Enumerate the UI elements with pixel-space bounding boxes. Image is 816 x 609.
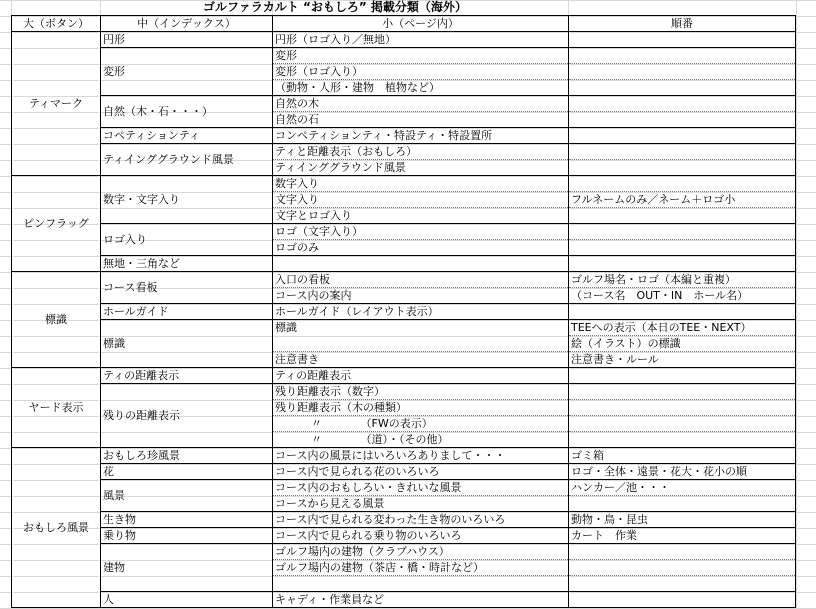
table-row [12, 224, 796, 240]
classification-table [11, 15, 796, 608]
mid-category: 自然（木・石・・・） [101, 96, 273, 128]
detail-cell: コース内で見られる花のいろいろ [273, 464, 569, 480]
order-cell [569, 128, 796, 144]
detail-cell: ゴルフ場内の建物（クラブハウス） [273, 544, 569, 560]
order-cell [569, 144, 796, 160]
header-large: 大（ボタン） [12, 16, 101, 32]
header-row [12, 16, 796, 32]
detail-cell: ティと距離表示（おもしろ） [273, 144, 569, 160]
order-cell [569, 224, 796, 240]
detail-cell: キャディ・作業員など [273, 592, 569, 608]
detail-cell: コース内で見られる変わった生き物のいろいろ [273, 512, 569, 528]
order-cell: （コース名 OUT・IN ホール名） [569, 288, 796, 304]
table-row [12, 528, 796, 544]
mid-category: 円形 [101, 32, 273, 48]
mid-category: ティの距離表示 [101, 368, 273, 384]
table-row [12, 384, 796, 400]
order-cell: 動物・鳥・昆虫 [569, 512, 796, 528]
order-cell [569, 256, 796, 272]
detail-cell [273, 336, 569, 352]
order-cell [569, 432, 796, 448]
header-small: 小（ページ内） [273, 16, 569, 32]
sheet-title: ゴルファラカルト “おもしろ” 掲載分類（海外） [203, 0, 467, 14]
table-row [12, 144, 796, 160]
detail-cell: 残り距離表示（木の種類） [273, 400, 569, 416]
detail-cell: 〃 （道）・（その他） [273, 432, 569, 448]
order-cell [569, 496, 796, 512]
mid-category: 残りの距離表示 [101, 384, 273, 448]
mid-category: 無地・三角など [101, 256, 273, 272]
detail-cell: ティの距離表示 [273, 368, 569, 384]
table-row [12, 448, 796, 464]
detail-cell [273, 576, 569, 592]
order-cell [569, 576, 796, 592]
large-category-signs[interactable]: 標識 [12, 272, 101, 368]
large-category-fun-scenery[interactable]: おもしろ風景 [12, 448, 101, 608]
detail-cell: 注意書き [273, 352, 569, 368]
table-row [12, 480, 796, 496]
mid-category: 標識 [101, 320, 273, 368]
detail-cell: 標識 [273, 320, 569, 336]
mid-category: ホールガイド [101, 304, 273, 320]
order-cell [569, 416, 796, 432]
order-cell: フルネームのみ／ネーム＋ロゴ小 [569, 192, 796, 208]
order-cell: 注意書き・ルール [569, 352, 796, 368]
table-row [12, 32, 796, 48]
table-row [12, 544, 796, 560]
mid-category: ロゴ入り [101, 224, 273, 256]
order-cell [569, 160, 796, 176]
mid-category: 乗り物 [101, 528, 273, 544]
detail-cell: 自然の木 [273, 96, 569, 112]
mid-category: コペティションティ [101, 128, 273, 144]
order-cell [569, 96, 796, 112]
large-category-yard[interactable]: ヤード表示 [12, 368, 101, 448]
order-cell [569, 48, 796, 64]
large-category-pin-flag[interactable]: ピンフラッグ [12, 176, 101, 272]
mid-category: コース看板 [101, 272, 273, 304]
order-cell: ハンカー／池・・・ [569, 480, 796, 496]
order-cell: カート 作業 [569, 528, 796, 544]
large-category-tee-mark[interactable]: ティマーク [12, 32, 101, 176]
mid-category: 花 [101, 464, 273, 480]
order-cell [569, 544, 796, 560]
order-cell: TEEへの表示（本日のTEE・NEXT） [569, 320, 796, 336]
detail-cell: コースから見える風景 [273, 496, 569, 512]
detail-cell: （動物・人形・建物 植物など） [273, 80, 569, 96]
order-cell [569, 64, 796, 80]
detail-cell: 文字とロゴ入り [273, 208, 569, 224]
mid-category: 風景 [101, 480, 273, 512]
mid-category: おもしろ珍風景 [101, 448, 273, 464]
detail-cell: 変形 [273, 48, 569, 64]
order-cell [569, 112, 796, 128]
detail-cell: ティインググラウンド風景 [273, 160, 569, 176]
table-row [12, 320, 796, 336]
order-cell [569, 176, 796, 192]
table-row [12, 512, 796, 528]
order-cell [569, 384, 796, 400]
detail-cell: コース内の案内 [273, 288, 569, 304]
order-cell [569, 304, 796, 320]
order-cell [569, 32, 796, 48]
detail-cell: コース内のおもしろい・きれいな風景 [273, 480, 569, 496]
detail-cell: コース内で見られる乗り物のいろいろ [273, 528, 569, 544]
detail-cell [273, 256, 569, 272]
order-cell [569, 208, 796, 224]
mid-category: ティインググラウンド風景 [101, 144, 273, 176]
order-cell: ロゴ・全体・遠景・花大・花小の順 [569, 464, 796, 480]
detail-cell: 数字入り [273, 176, 569, 192]
mid-category: 建物 [101, 544, 273, 592]
order-cell [569, 592, 796, 608]
table-row [12, 592, 796, 608]
order-cell: ゴルフ場名・ロゴ（本編と重複） [569, 272, 796, 288]
detail-cell: 残り距離表示（数字） [273, 384, 569, 400]
order-cell: ゴミ箱 [569, 448, 796, 464]
detail-cell: 円形（ロゴ入り／無地） [273, 32, 569, 48]
order-cell [569, 400, 796, 416]
header-order: 順番 [569, 16, 796, 32]
detail-cell: 自然の石 [273, 112, 569, 128]
table-row [12, 304, 796, 320]
detail-cell: コース内の風景にはいろいろありまして・・・ [273, 448, 569, 464]
detail-cell: ロゴのみ [273, 240, 569, 256]
order-cell [569, 240, 796, 256]
table-row [12, 464, 796, 480]
detail-cell: コンペティションティ・特設ティ・特設置所 [273, 128, 569, 144]
table-row [12, 176, 796, 192]
detail-cell: 文字入り [273, 192, 569, 208]
mid-category: 人 [101, 592, 273, 608]
table-row [12, 96, 796, 112]
header-mid: 中（インデックス） [101, 16, 273, 32]
table-row [12, 272, 796, 288]
mid-category: 生き物 [101, 512, 273, 528]
mid-category: 変形 [101, 48, 273, 96]
order-cell [569, 368, 796, 384]
order-cell [569, 80, 796, 96]
detail-cell: 〃 （FWの表示） [273, 416, 569, 432]
order-cell: 絵（イラスト）の標識 [569, 336, 796, 352]
table-row [12, 48, 796, 64]
detail-cell: ロゴ（文字入り） [273, 224, 569, 240]
detail-cell: 入口の看板 [273, 272, 569, 288]
table-row [12, 128, 796, 144]
mid-category: 数字・文字入り [101, 176, 273, 224]
detail-cell: ゴルフ場内の建物（茶店・橋・時計など） [273, 560, 569, 576]
detail-cell: 変形（ロゴ入り） [273, 64, 569, 80]
detail-cell: ホールガイド（レイアウト表示） [273, 304, 569, 320]
table-row [12, 256, 796, 272]
table-row [12, 368, 796, 384]
order-cell [569, 560, 796, 576]
